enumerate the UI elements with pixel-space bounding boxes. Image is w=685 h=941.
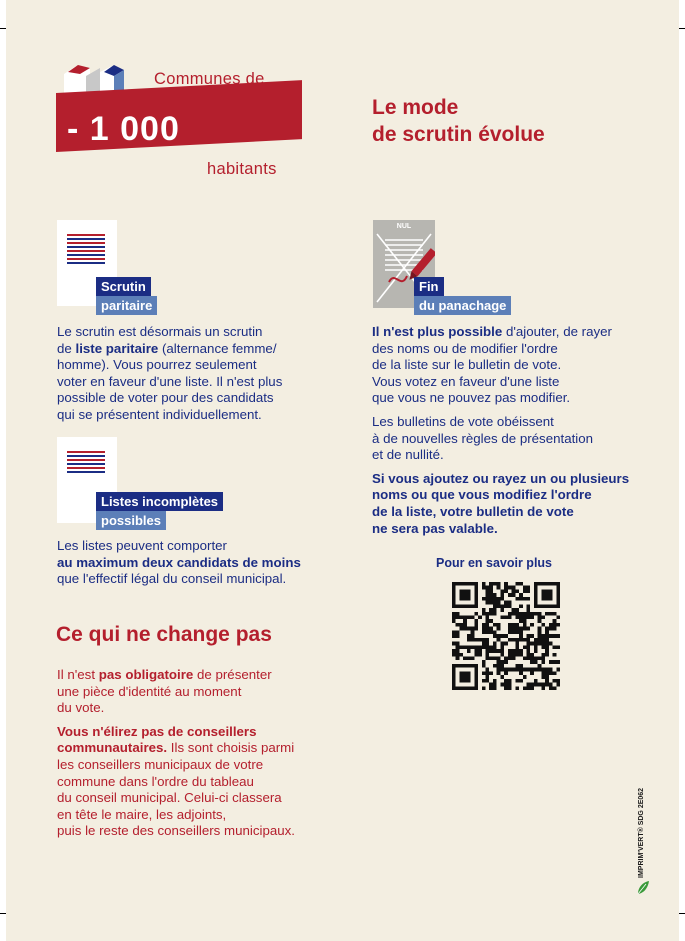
population-number: - 1 000 (67, 110, 180, 148)
mode-title: Le mode de scrutin évolue (372, 96, 545, 146)
scrutin-text: Le scrutin est désormais un scrutin de liste paritaire (alternance femme/ homme). Vous pourrez seulement voter en faveur d'une liste. Il n'est plus possible de voter pour des candidats qui se présentent individuellement. (57, 324, 283, 422)
more-info-label: Pour en savoir plus (436, 556, 553, 570)
tag-fin: Fin (414, 277, 444, 296)
tag-du-panachage: du panachage (414, 296, 511, 315)
qr-code[interactable] (452, 581, 560, 691)
tag-scrutin: Scrutin (96, 277, 151, 296)
tag-possibles: possibles (96, 511, 166, 530)
communes-label: Communes de (154, 70, 265, 88)
null-ballot-icon: NUL (373, 220, 435, 308)
habitants-label: habitants (207, 160, 277, 178)
panachage-text: Il n'est plus possible d'ajouter, de rayer des noms ou de modifier l'ordre de la liste sur le bulletin de vote. Vous votez en faveur d'une liste que vous ne pouvez pas modifier. Les bulletins de vote obéissent à de nouvelles règles de présentation et de nullité. Si vous ajoutez ou rayez un ou plusieurs noms ou que vous modifiez l'ordre de la liste, votre bulletin de vote ne sera pas valable. (372, 324, 630, 536)
tag-paritaire: paritaire (96, 296, 157, 315)
imprint-text: IMPRIM'VERT® SDG 2E062 (638, 787, 645, 878)
leaf-icon (636, 880, 650, 896)
unchanged-text: Il n'est pas obligatoire de présenter une pièce d'identité au moment du vote. Vous n'élirez pas de conseillers communautaires. Ils sont choisis parmi les conseillers municipaux de votre commune dans l'ordre du tableau du conseil municipal. Celui-ci classera en tête le maire, les adjoints, puis le reste des conseillers municipaux. (57, 667, 295, 839)
tag-listes-incompletes: Listes incomplètes (96, 492, 223, 511)
unchanged-title: Ce qui ne change pas (56, 623, 272, 646)
flyer-page (6, 0, 679, 941)
listes-text: Les listes peuvent comporter au maximum deux candidats de moins que l'effectif légal du conseil municipal. (57, 538, 301, 587)
